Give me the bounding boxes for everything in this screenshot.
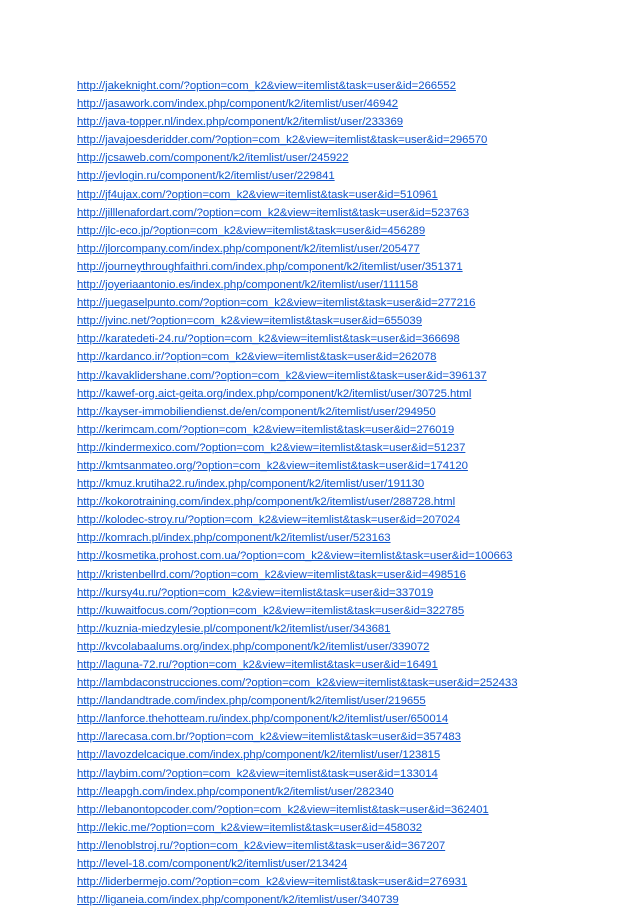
list-item	[77, 637, 625, 655]
list-item	[77, 275, 625, 293]
url-link[interactable]: http://laguna-72.ru/?option=com_k2&view=itemlist&task=user&id=16491	[77, 659, 438, 671]
url-link[interactable]: http://kosmetika.prohost.com.ua/?option=com_k2&view=itemlist&task=user&id=100663	[77, 550, 513, 563]
list-item	[77, 565, 625, 583]
list-item	[77, 257, 625, 275]
url-link[interactable]: http://kayser-immobiliendienst.de/en/component/k2/itemlist/user/294950	[77, 405, 436, 418]
list-item	[77, 655, 625, 673]
list-item	[77, 583, 625, 601]
url-link[interactable]: http://joyeriaantonio.es/index.php/component/k2/itemlist/user/111158	[77, 279, 419, 292]
url-link[interactable]: http://journeythroughfaithri.com/index.php/component/k2/itemlist/user/351371	[77, 260, 463, 273]
list-item	[77, 890, 625, 908]
url-link[interactable]: http://jcsaweb.com/component/k2/itemlist/user/245922	[77, 152, 349, 165]
list-item	[77, 203, 625, 221]
url-link[interactable]: http://karatedeti-24.ru/?option=com_k2&view=itemlist&task=user&id=366698	[77, 333, 460, 346]
document-page	[77, 76, 625, 908]
url-link[interactable]: http://kokorotraining.com/index.php/component/k2/itemlist/user/288728.html	[77, 496, 456, 509]
list-item	[77, 293, 625, 311]
url-link[interactable]: http://kuznia-miedzylesie.pl/component/k2/itemlist/user/343681	[77, 622, 391, 635]
list-item	[77, 329, 625, 347]
url-link[interactable]: http://liganeia.com/index.php/component/k2/itemlist/user/340739	[77, 894, 399, 907]
url-link[interactable]: http://jasawork.com/index.php/component/k2/itemlist/user/46942	[77, 98, 399, 111]
list-item	[77, 546, 625, 564]
list-item	[77, 673, 625, 691]
url-link[interactable]: http://laybim.com/?option=com_k2&view=itemlist&task=user&id=133014	[77, 767, 438, 780]
url-link[interactable]: http://jakeknight.com/?option=com_k2&view=itemlist&task=user&id=266552	[77, 80, 456, 92]
list-item	[77, 94, 625, 112]
list-item	[77, 691, 625, 709]
list-item	[77, 148, 625, 166]
url-link[interactable]: http://leapgh.com/index.php/component/k2/itemlist/user/282340	[77, 785, 394, 798]
list-item	[77, 474, 625, 492]
list-item	[77, 130, 625, 148]
list-item	[77, 764, 625, 782]
list-item	[77, 800, 625, 818]
list-item	[77, 112, 625, 130]
list-item	[77, 456, 625, 474]
url-link[interactable]: http://lebanontopcoder.com/?option=com_k2&view=itemlist&task=user&id=362401	[77, 803, 489, 816]
url-link[interactable]: http://kawef-org.aict-geita.org/index.php/component/k2/itemlist/user/30725.html	[77, 387, 472, 400]
list-item	[77, 601, 625, 619]
url-link[interactable]: http://jvinc.net/?option=com_k2&view=itemlist&task=user&id=655039	[77, 315, 422, 328]
url-link[interactable]: http://kolodec-stroy.ru/?option=com_k2&view=itemlist&task=user&id=207024	[77, 514, 461, 527]
url-link[interactable]: http://jlc-eco.jp/?option=com_k2&view=itemlist&task=user&id=456289	[77, 224, 426, 237]
url-link[interactable]: http://liderbermejo.com/?option=com_k2&view=itemlist&task=user&id=276931	[77, 876, 468, 889]
url-link[interactable]: http://jilllenafordart.com/?option=com_k2&view=itemlist&task=user&id=523763	[77, 206, 469, 219]
list-item	[77, 166, 625, 184]
list-item	[77, 185, 625, 203]
url-link[interactable]: http://kuwaitfocus.com/?option=com_k2&view=itemlist&task=user&id=322785	[77, 604, 465, 617]
url-link[interactable]: http://lenoblstroj.ru/?option=com_k2&view=itemlist&task=user&id=367207	[77, 839, 446, 852]
url-link[interactable]: http://kmtsanmateo.org/?option=com_k2&view=itemlist&task=user&id=174120	[77, 459, 468, 472]
link-list	[77, 76, 625, 908]
list-item	[77, 818, 625, 836]
url-link[interactable]: http://larecasa.com.br/?option=com_k2&view=itemlist&task=user&id=357483	[77, 731, 461, 744]
url-link[interactable]: http://jf4ujax.com/?option=com_k2&view=itemlist&task=user&id=510961	[77, 188, 438, 201]
list-item	[77, 76, 625, 94]
list-item	[77, 528, 625, 546]
list-item	[77, 402, 625, 420]
list-item	[77, 420, 625, 438]
url-link[interactable]: http://landandtrade.com/index.php/component/k2/itemlist/user/219655	[77, 695, 426, 708]
url-link[interactable]: http://kristenbellrd.com/?option=com_k2&view=itemlist&task=user&id=498516	[77, 568, 466, 581]
url-link[interactable]: http://lavozdelcacique.com/index.php/component/k2/itemlist/user/123815	[77, 749, 441, 762]
url-link[interactable]: http://java-topper.nl/index.php/component/k2/itemlist/user/233369	[77, 116, 404, 129]
list-item	[77, 347, 625, 365]
list-item	[77, 619, 625, 637]
url-link[interactable]: http://komrach.pl/index.php/component/k2/itemlist/user/523163	[77, 532, 391, 545]
url-link[interactable]: http://jlorcompany.com/index.php/component/k2/itemlist/user/205477	[77, 242, 420, 255]
list-item	[77, 854, 625, 872]
url-link[interactable]: http://kerimcam.com/?option=com_k2&view=itemlist&task=user&id=276019	[77, 423, 455, 436]
url-link[interactable]: http://level-18.com/component/k2/itemlist/user/213424	[77, 858, 348, 871]
list-item	[77, 311, 625, 329]
url-link[interactable]: http://kmuz.krutiha22.ru/index.php/component/k2/itemlist/user/191130	[77, 478, 425, 491]
list-item	[77, 727, 625, 745]
url-link[interactable]: http://juegaselpunto.com/?option=com_k2&view=itemlist&task=user&id=277216	[77, 297, 476, 310]
list-item	[77, 239, 625, 257]
list-item	[77, 782, 625, 800]
url-link[interactable]: http://kvcolabaalums.org/index.php/component/k2/itemlist/user/339072	[77, 640, 430, 653]
url-link[interactable]: http://kavaklidershane.com/?option=com_k2&view=itemlist&task=user&id=396137	[77, 369, 487, 382]
url-link[interactable]: http://lekic.me/?option=com_k2&view=itemlist&task=user&id=458032	[77, 821, 423, 834]
list-item	[77, 384, 625, 402]
url-link[interactable]: http://kardanco.ir/?option=com_k2&view=itemlist&task=user&id=262078	[77, 351, 437, 364]
list-item	[77, 492, 625, 510]
url-link[interactable]: http://kursy4u.ru/?option=com_k2&view=itemlist&task=user&id=337019	[77, 586, 434, 599]
url-link[interactable]: http://lambdaconstrucciones.com/?option=com_k2&view=itemlist&task=user&id=252433	[77, 677, 518, 690]
list-item	[77, 366, 625, 384]
url-link[interactable]: http://jevlogin.ru/component/k2/itemlist/user/229841	[77, 170, 335, 183]
url-link[interactable]: http://lanforce.thehotteam.ru/index.php/component/k2/itemlist/user/650014	[77, 713, 449, 726]
list-item	[77, 510, 625, 528]
list-item	[77, 221, 625, 239]
list-item	[77, 438, 625, 456]
url-link[interactable]: http://kindermexico.com/?option=com_k2&view=itemlist&task=user&id=51237	[77, 441, 466, 454]
url-link[interactable]: http://javajoesderidder.com/?option=com_k2&view=itemlist&task=user&id=296570	[77, 134, 488, 147]
list-item	[77, 745, 625, 763]
list-item	[77, 836, 625, 854]
list-item	[77, 709, 625, 727]
list-item	[77, 872, 625, 890]
